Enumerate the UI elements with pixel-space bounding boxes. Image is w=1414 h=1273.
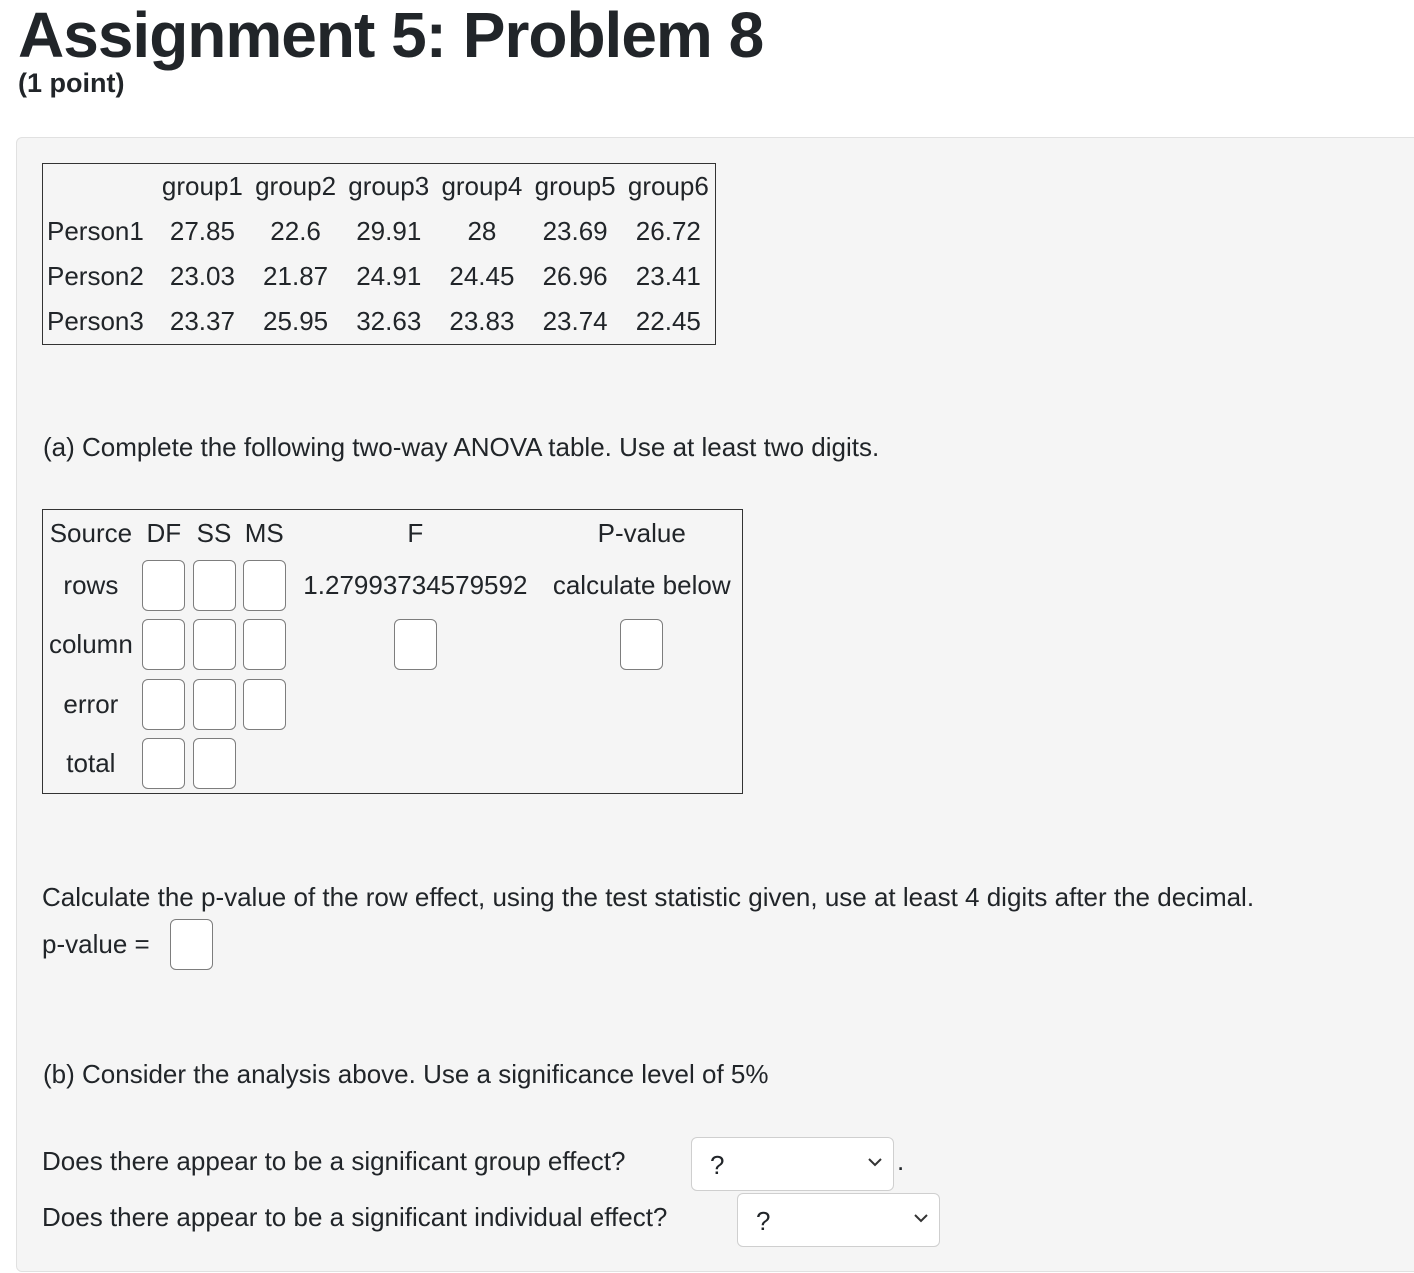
table-cell: 22.45 [635, 306, 701, 336]
part-b-prompt: (b) Consider the analysis above. Use a significance level of 5% [43, 1059, 769, 1089]
anova-row-column [43, 615, 743, 674]
page-title: Assignment 5: Problem 8 [18, 0, 764, 71]
anova-row-label: total [66, 747, 116, 778]
column-pvalue-input[interactable] [620, 619, 663, 670]
table-header-cell: group3 [348, 171, 430, 201]
table-cell: 25.95 [263, 306, 329, 336]
table-header-cell: group6 [627, 171, 709, 201]
chevron-down-icon [867, 1154, 883, 1170]
total-ss-input[interactable] [193, 738, 236, 789]
table-cell: 23.37 [169, 306, 235, 336]
anova-header-ss: SS [196, 517, 232, 548]
pvalue-input[interactable] [170, 919, 213, 970]
error-ms-input[interactable] [243, 679, 286, 730]
table-header-cell: group1 [161, 171, 243, 201]
q1-period: . [897, 1146, 905, 1176]
table-row [43, 209, 716, 254]
anova-row-error [43, 675, 743, 734]
table-cell: 23.41 [635, 261, 701, 291]
table-cell: Person3 [47, 306, 144, 336]
rows-ss-input[interactable] [193, 560, 236, 611]
table-cell: 23.74 [542, 306, 608, 336]
anova-row-total [43, 734, 743, 794]
q2-label: Does there appear to be a significant individual effect? [42, 1202, 668, 1232]
pvalue-label: p-value = [42, 929, 150, 959]
column-ss-input[interactable] [193, 619, 236, 670]
table-cell: 26.96 [542, 261, 608, 291]
table-cell: 32.63 [356, 306, 422, 336]
group-effect-selected: ? [710, 1150, 725, 1180]
table-cell: 23.69 [542, 216, 608, 246]
table-header-cell: group4 [441, 171, 523, 201]
table-cell: 28 [467, 216, 497, 246]
anova-header-f: F [407, 517, 424, 548]
table-cell: 23.83 [449, 306, 515, 336]
anova-row-label: rows [63, 570, 119, 601]
table-cell: 29.91 [356, 216, 422, 246]
table-header-row [43, 164, 716, 210]
table-cell: 23.03 [169, 261, 235, 291]
points-label: (1 point) [18, 68, 125, 98]
individual-effect-selected: ? [756, 1206, 771, 1236]
anova-row-rows [43, 556, 743, 615]
table-cell: 24.45 [449, 261, 515, 291]
anova-header-df: DF [146, 517, 182, 548]
table-cell: Person2 [47, 261, 144, 291]
anova-table [42, 509, 743, 794]
table-row [43, 254, 716, 299]
calc-prompt: Calculate the p-value of the row effect, using the test statistic given, use at least 4 digits after the decimal. [42, 882, 1255, 912]
rows-pvalue-text: calculate below [552, 570, 731, 601]
table-cell: Person1 [47, 216, 144, 246]
anova-header-row [43, 510, 743, 557]
table-cell: 26.72 [635, 216, 701, 246]
table-cell: 27.85 [169, 216, 235, 246]
data-table [42, 163, 716, 345]
table-row [43, 299, 716, 345]
error-df-input[interactable] [142, 679, 185, 730]
table-cell: 24.91 [356, 261, 422, 291]
anova-header-ms: MS [244, 517, 284, 548]
table-cell: 21.87 [263, 261, 329, 291]
q1-label: Does there appear to be a significant group effect? [42, 1146, 626, 1176]
column-df-input[interactable] [142, 619, 185, 670]
table-header-cell: group2 [255, 171, 337, 201]
rows-ms-input[interactable] [243, 560, 286, 611]
error-ss-input[interactable] [193, 679, 236, 730]
column-f-input[interactable] [394, 619, 437, 670]
table-header-cell: group5 [534, 171, 616, 201]
rows-df-input[interactable] [142, 560, 185, 611]
table-cell: 22.6 [270, 216, 321, 246]
rows-f-value: 1.27993734579592 [303, 570, 528, 601]
anova-header-pvalue: P-value [597, 517, 686, 548]
individual-effect-select[interactable] [737, 1193, 940, 1247]
anova-row-label: column [48, 629, 133, 660]
total-df-input[interactable] [142, 738, 185, 789]
column-ms-input[interactable] [243, 619, 286, 670]
part-a-prompt: (a) Complete the following two-way ANOVA table. Use at least two digits. [43, 432, 880, 462]
group-effect-select[interactable] [691, 1137, 894, 1191]
chevron-down-icon [913, 1210, 929, 1226]
anova-header-source: Source [49, 517, 133, 548]
anova-row-label: error [63, 688, 119, 719]
table-header-cell [43, 164, 156, 210]
